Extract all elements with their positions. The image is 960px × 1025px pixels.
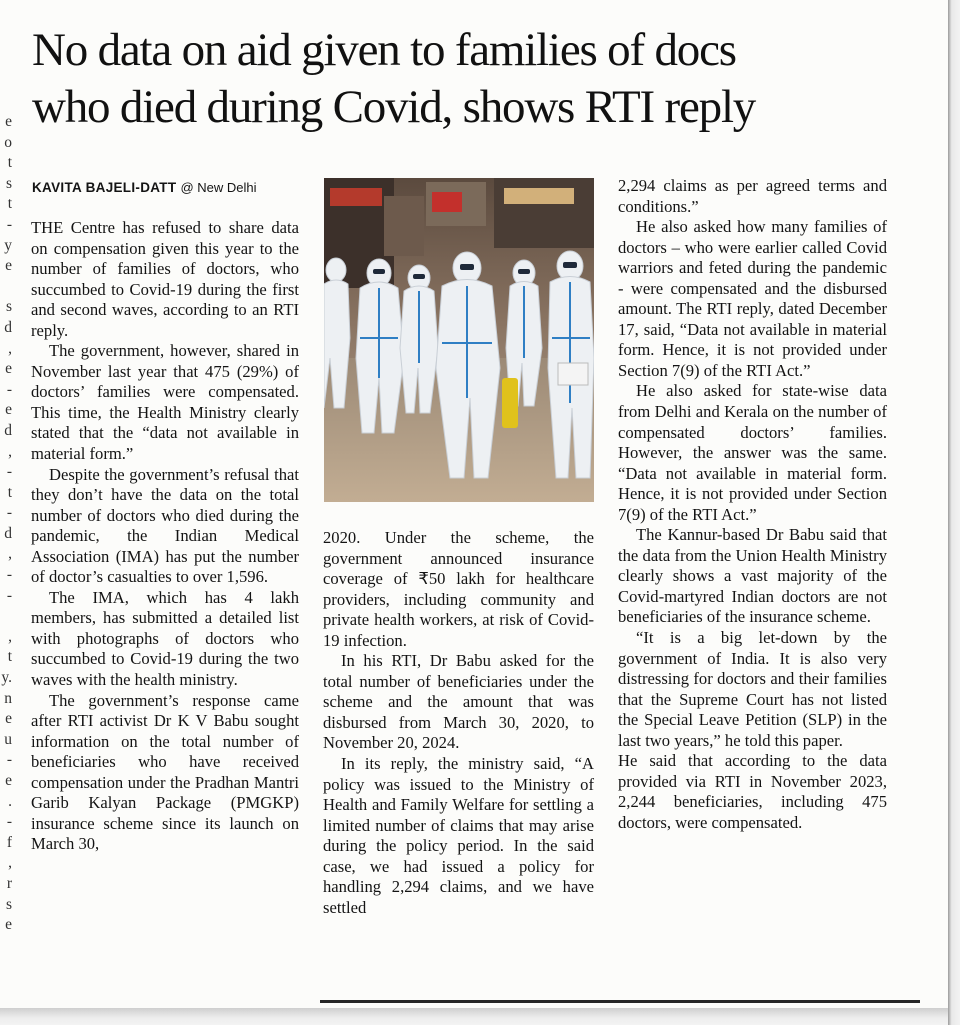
bleed-fragment: , bbox=[8, 854, 12, 872]
bleed-fragment: , bbox=[8, 442, 12, 460]
paragraph: 2,294 claims as per agreed terms and conditions.” bbox=[618, 176, 887, 216]
bleed-fragment: - bbox=[6, 566, 12, 584]
bleed-fragment: - bbox=[6, 813, 12, 831]
bleed-fragment: - bbox=[6, 215, 12, 233]
bleed-fragment: y bbox=[4, 236, 12, 254]
bleed-fragment: o bbox=[4, 133, 12, 151]
bleed-fragment: t bbox=[7, 648, 12, 666]
page-edge-shadow bbox=[948, 0, 960, 1025]
bleed-fragment: d bbox=[4, 318, 12, 336]
bleed-fragment: , bbox=[8, 339, 12, 357]
paragraph: In his RTI, Dr Babu asked for the total number of beneficiaries under the scheme and the amount that was disbursed from March 30, 2020, to November 20, 2024. bbox=[323, 651, 594, 753]
bleed-fragment: e bbox=[5, 916, 12, 934]
paragraph: In its reply, the ministry said, “A policy was issued to the Ministry of Health and Family Welfare for settling a limited number of claims that may arise during the policy period. In the said case, we had issued a policy for handling 2,294 claims, and we have settled bbox=[323, 754, 594, 917]
paragraph: The government, however, shared in November last year that 475 (29%) of doctors’ families were compensated. This time, the Health Ministry clearly stated that the “data not available in material form.” bbox=[31, 341, 299, 464]
photo-illustration bbox=[324, 178, 594, 502]
paragraph: The government’s response came after RTI activist Dr K V Babu sought information on the total number of beneficiaries who have received compensation under the Pradhan Mantri Garib Kalyan Package (PMGKP) insurance scheme since its launch on March 30, bbox=[31, 690, 299, 854]
page-bottom-edge bbox=[0, 1008, 948, 1025]
paragraph: The IMA, which has 4 lakh members, has submitted a detailed list with photographs of doctors who succumbed to Covid-19 during the two waves with the health ministry. bbox=[31, 587, 299, 690]
bleed-fragment: - bbox=[6, 380, 12, 398]
paragraph: The Kannur-based Dr Babu said that the data from the Union Health Ministry clearly shows a vast majority of the Covid-martyred Indian doctors are not beneficiaries of the insurance scheme. bbox=[618, 525, 887, 627]
article-column-3 bbox=[618, 176, 887, 834]
bleed-fragment: s bbox=[5, 895, 12, 913]
bleed-fragment: - bbox=[6, 504, 12, 522]
paragraph: “It is a big let-down by the government of India. It is also very distressing for doctors and their families that the Supreme Court has not listed the Special Leave Petition (SLP) in the last two years,” he told this paper. bbox=[618, 628, 887, 750]
paragraph: He also asked how many families of doctors – who were earlier called Covid warriors and feted during the pandemic - were compensated and the disbursed amount. The RTI reply, dated December 17, said, “Data not available in material form. Hence, it is not provided under Section 7(9) of the RTI Act.” bbox=[618, 217, 887, 380]
bottom-rule bbox=[320, 1000, 920, 1003]
bleed-fragment: u bbox=[4, 730, 12, 748]
bleed-fragment: e bbox=[5, 401, 12, 419]
bleed-fragment: t bbox=[7, 154, 12, 172]
bleed-fragment bbox=[0, 277, 12, 298]
bleed-fragment: f bbox=[6, 833, 12, 851]
bleed-fragment: - bbox=[6, 586, 12, 604]
article-column-2 bbox=[323, 528, 594, 918]
author-name: KAVITA BAJELI-DATT bbox=[32, 180, 177, 195]
paragraph: He said that according to the data provided via RTI in November 2023, 2,244 beneficiaries, including 475 doctors, were compensated. bbox=[618, 751, 887, 832]
headline-line-2: who died during Covid, shows RTI reply bbox=[32, 81, 756, 133]
headline-line-1: No data on aid given to families of docs bbox=[32, 24, 736, 76]
bleed-fragment: s bbox=[5, 174, 12, 192]
article-column-1 bbox=[31, 218, 299, 855]
byline bbox=[32, 180, 257, 195]
bleed-fragment: . bbox=[8, 792, 12, 810]
paragraph: 2020. Under the scheme, the government announced insurance coverage of ₹50 lakh for healthcare providers, including community and private health workers, at risk of Covid-19 infection. bbox=[323, 528, 594, 650]
adjacent-column-bleed bbox=[0, 112, 12, 936]
bleed-fragment: e bbox=[5, 257, 12, 275]
dateline-location: @ New Delhi bbox=[180, 180, 257, 195]
paragraph: He also asked for state-wise data from Delhi and Kerala on the number of compensated doctors’ families. However, the answer was the same. “Data not available in material form. Hence, it is not provided under Section 7(9) of the RTI Act.” bbox=[618, 381, 887, 524]
bleed-fragment: t bbox=[7, 483, 12, 501]
bleed-fragment: s bbox=[5, 298, 12, 316]
bleed-fragment: r bbox=[6, 874, 12, 892]
bleed-fragment: e bbox=[5, 710, 12, 728]
paragraph: THE Centre has refused to share data on compensation given this year to the number of families of doctors, who succumbed to Covid-19 during the first and second waves, according to an RTI reply. bbox=[31, 218, 299, 340]
bleed-fragment: n bbox=[4, 689, 12, 707]
bleed-fragment bbox=[0, 606, 12, 627]
bleed-fragment: e bbox=[5, 113, 12, 130]
headline bbox=[32, 22, 912, 136]
bleed-fragment: t bbox=[7, 195, 12, 213]
bleed-fragment: y. bbox=[1, 669, 12, 687]
bleed-fragment: d bbox=[4, 524, 12, 542]
bleed-fragment: - bbox=[6, 463, 12, 481]
bleed-fragment: e bbox=[5, 772, 12, 789]
bleed-fragment: , bbox=[8, 545, 12, 563]
bleed-fragment: d bbox=[4, 421, 12, 439]
healthcare-workers-ppe-photo bbox=[324, 178, 594, 502]
bleed-fragment: - bbox=[6, 751, 12, 769]
paragraph: Despite the government’s refusal that they don’t have the data on the total number of doctors who died during the pandemic, the Indian Medical Association (IMA) has put the number of doctor’s casualties to over 1,596. bbox=[31, 464, 299, 587]
bleed-fragment: e bbox=[5, 360, 12, 378]
bleed-fragment: , bbox=[8, 627, 12, 645]
